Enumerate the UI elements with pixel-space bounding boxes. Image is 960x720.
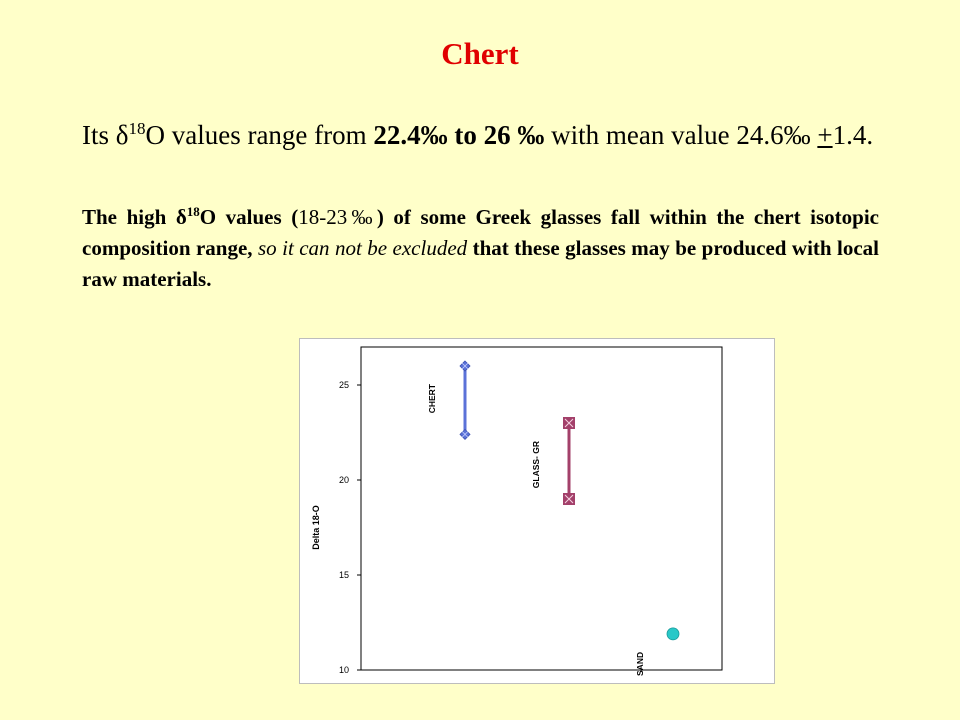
p2-sup: 18 [186,204,200,219]
series-label: CHERT [427,384,437,414]
p1-tail: 1.4. [832,120,874,150]
chart-container [299,338,775,684]
series-label: SAND [635,651,645,676]
y-tick-label: 10 [338,665,349,675]
p2-d: ) of some Greek glasses fall within the chert isotopic composition range, [82,205,879,260]
p1-plusminus: + [817,120,833,150]
series-label: GLASS- GR [531,441,541,489]
paragraph-glasses [82,196,879,295]
slide-title: Chert [441,36,519,71]
p2-a: The high δ [82,205,187,229]
p1-lead: Its δ [82,120,129,150]
y-tick-label: 20 [338,475,349,485]
p2-e: so it can not be excluded [257,236,468,260]
p2-c: 18-23‰ [298,205,377,229]
y-axis-label: Delta 18-O [311,505,321,550]
p1-after: with mean value 24.6‰ [544,120,818,150]
p2-b: O values ( [199,205,299,229]
y-tick-label: 25 [338,380,349,390]
plot-area [361,347,722,670]
isotope-chart [300,339,774,683]
p1-range: 22.4‰ to 26 ‰ [373,120,545,150]
p2-f: that these glasses may be produced with local raw materials. [82,236,880,291]
data-point-circle [667,628,679,640]
y-tick-label: 15 [338,570,349,580]
p1-sup: 18 [128,119,146,138]
p1-mid: O values range from [145,120,374,150]
paragraph-range [82,112,882,152]
